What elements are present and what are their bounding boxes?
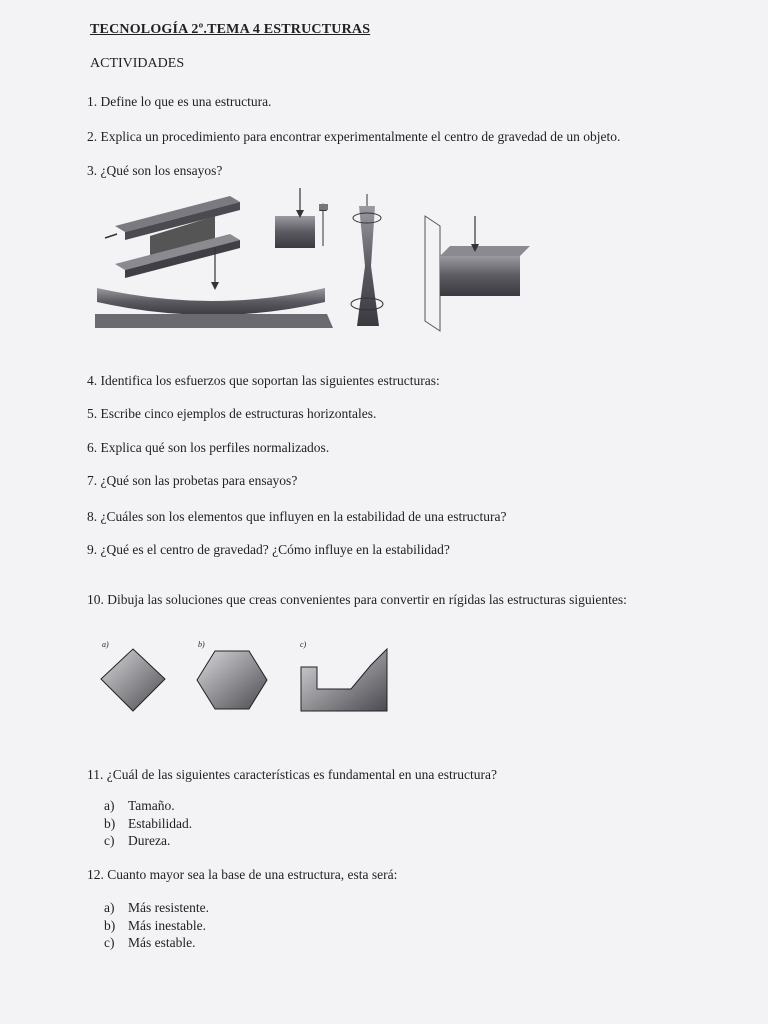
- diamond-shape: [101, 649, 165, 711]
- question-6: 6. Explica qué son los perfiles normalizados.: [87, 440, 330, 455]
- q12-option-c: c) Más estable.: [104, 935, 196, 950]
- shear-illustration: [425, 216, 530, 331]
- question-3: 3. ¿Qué son los ensayos?: [87, 163, 223, 178]
- question-1: 1. Define lo que es una estructura.: [87, 94, 272, 109]
- q11-option-c: c) Dureza.: [104, 833, 171, 848]
- question-10: 10. Dibuja las soluciones que creas convenientes para convertir en rígidas las estructuras siguientes:: [87, 592, 627, 607]
- question-11: 11. ¿Cuál de las siguientes características es fundamental en una estructura?: [87, 767, 497, 782]
- question-4: 4. Identifica los esfuerzos que soportan las siguientes estructuras:: [87, 373, 440, 388]
- q12-options: [104, 899, 209, 952]
- question-9: 9. ¿Qué es el centro de gravedad? ¿Cómo influye en la estabilidad?: [87, 542, 450, 557]
- compression-illustration: [275, 188, 328, 248]
- section-heading: ACTIVIDADES: [90, 56, 185, 71]
- q12-option-b: b) Más inestable.: [104, 917, 206, 933]
- question-12: 12. Cuanto mayor sea la base de una estructura, esta será:: [87, 867, 398, 882]
- page-title: TECNOLOGÍA 2º.TEMA 4 ESTRUCTURAS: [90, 22, 371, 37]
- torsion-illustration: [351, 194, 383, 326]
- question-8: 8. ¿Cuáles son los elementos que influyen en la estabilidad de una estructura?: [87, 509, 507, 524]
- q11-option-a: a) Tamaño.: [104, 798, 175, 813]
- question-2: 2. Explica un procedimiento para encontrar experimentalmente el centro de gravedad de un objeto.: [87, 129, 621, 144]
- irregular-shape: [301, 649, 387, 711]
- structure-shapes: [95, 645, 395, 715]
- stress-illustrations: [95, 186, 535, 336]
- q12-option-a: a) Más resistente.: [104, 900, 209, 915]
- q11-options: [104, 797, 192, 850]
- question-7: 7. ¿Qué son las probetas para ensayos?: [87, 473, 298, 488]
- i-beam-illustration: [105, 196, 240, 278]
- shape-label-c: c): [300, 640, 307, 649]
- q11-option-b: b) Estabilidad.: [104, 815, 193, 831]
- shape-label-b: b): [198, 640, 205, 649]
- shape-label-a: a): [102, 640, 109, 649]
- question-5: 5. Escribe cinco ejemplos de estructuras horizontales.: [87, 406, 377, 421]
- hexagon-shape: [197, 651, 267, 709]
